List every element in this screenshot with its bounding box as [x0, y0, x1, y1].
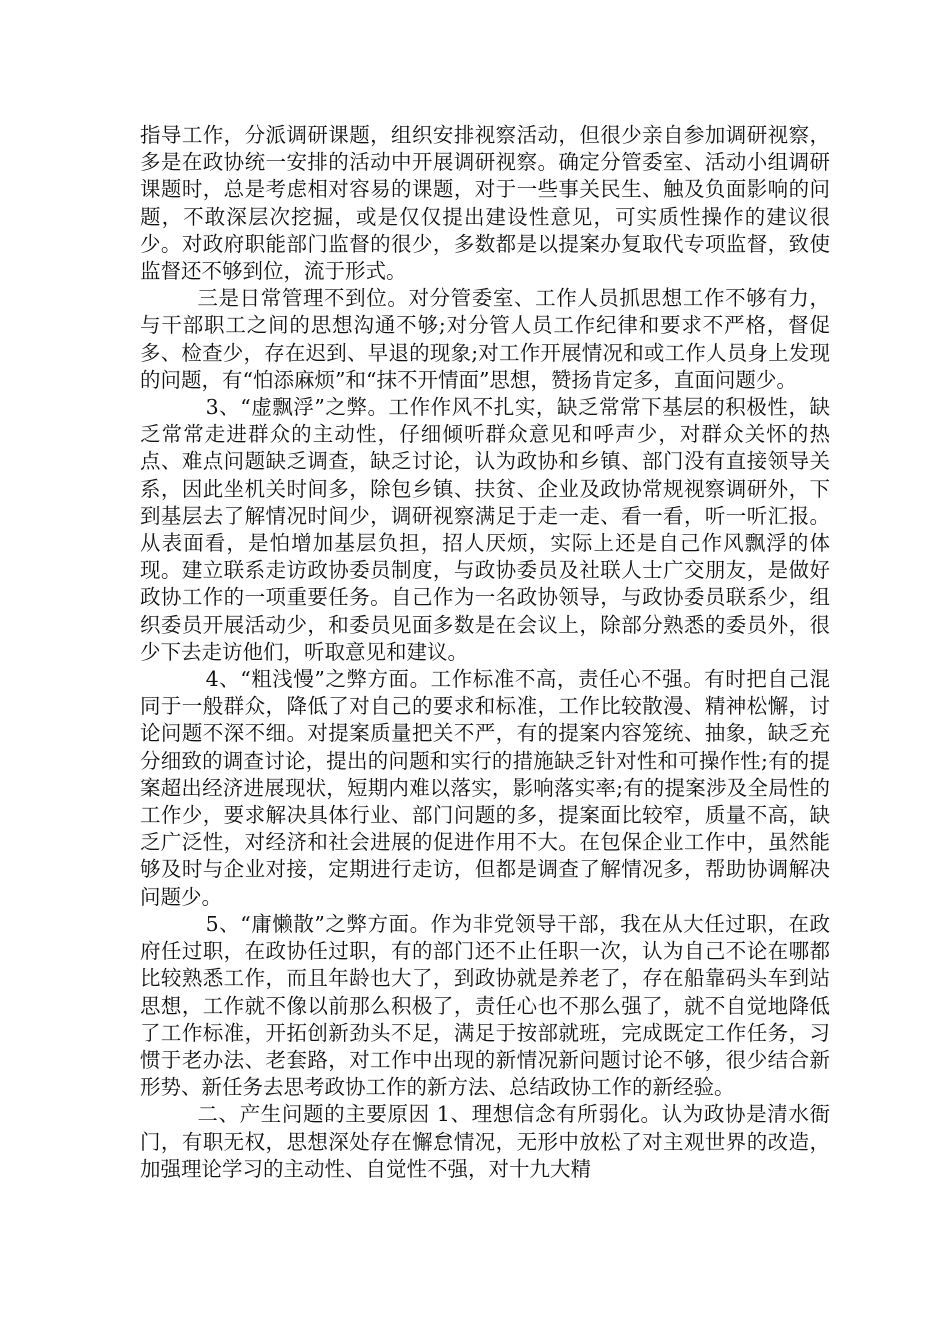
paragraph-1: 指导工作，分派调研课题，组织安排视察活动，但很少亲自参加调研视察，多是在政协统一安排的活动中开展调研视察。确定分管委室、活动小组调研课题时，总是考虑相对容易的课题，对于一些事关民生、触及负面影响的问题，不敢深层次挖掘，或是仅仅提出建设性意见，可实质性操作的建议很少。对政府职能部门监督的很少，多数都是以提案办复取代专项监督，致使监督还不够到位，流于形式。: [140, 123, 830, 284]
paragraph-6: 二、产生问题的主要原因 1、理想信念有所弱化。认为政协是清水衙门，有职无权，思想深处存在懈怠情况，无形中放松了对主观世界的改造，加强理论学习的主动性、自觉性不强，对十九大精: [140, 1102, 830, 1181]
paragraph-5: 5、“庸懒散”之弊方面。作为非党领导干部，我在从大任过职，在政府任过职，在政协任过职，有的部门还不止任职一次，认为自己不论在哪都比较熟悉工作，而且年龄也大了，到政协就是养老了，存在船靠码头车到站思想，工作就不像以前那么积极了，责任心也不那么强了，就不自觉地降低了工作标准，开拓创新劲头不足，满足于按部就班，完成既定工作任务，习惯于老办法、老套路，对工作中出现的新情况新问题讨论不够，很少结合新形势、新任务去思考政协工作的新方法、总结政协工作的新经验。: [140, 911, 830, 1100]
paragraph-4: 4、“粗浅慢”之弊方面。工作标准不高，责任心不强。有时把自己混同于一般群众，降低了对自己的要求和标准，工作比较散漫、精神松懈，讨论问题不深不细。对提案质量把关不严，有的提案内容笼统、抽象，缺乏充分细致的调查讨论，提出的问题和实行的措施缺乏针对性和可操作性;有的提案超出经济进展现状，短期内难以落实，影响落实率;有的提案涉及全局性的工作少，要求解决具体行业、部门问题的多，提案面比较窄，质量不高，缺乏广泛性，对经济和社会进展的促进作用不大。在包保企业工作中，虽然能够及时与企业对接，定期进行走访，但都是调查了解情况多，帮助协调解决问题少。: [140, 667, 830, 909]
paragraph-3: 3、“虚飘浮”之弊。工作作风不扎实，缺乏常常下基层的积极性，缺乏常常走进群众的主动性，仔细倾听群众意见和呼声少，对群众关怀的热点、难点问题缺乏调查，缺乏讨论，认为政协和乡镇、部门没有直接领导关系，因此坐机关时间多，除包乡镇、扶贫、企业及政协常规视察调研外，下到基层去了解情况时间少，调研视察满足于走一走、看一看，听一听汇报。从表面看，是怕增加基层负担，招人厌烦，实际上还是自己作风飘浮的体现。建立联系走访政协委员制度，与政协委员及社联人士广交朋友，是做好政协工作的一项重要任务。自己作为一名政协领导，与政协委员联系少，组织委员开展活动少，和委员见面多数是在会议上，除部分熟悉的委员外，很少下去走访他们，听取意见和建议。: [140, 395, 830, 664]
document-body: [140, 122, 830, 1183]
paragraph-2: 三是日常管理不到位。对分管委室、工作人员抓思想工作不够有力，与干部职工之间的思想沟通不够;对分管人员工作纪律和要求不严格，督促多、检查少，存在迟到、早退的现象;对工作开展情况和或工作人员身上发现的问题，有“怕添麻烦”和“抹不开情面”思想，赞扬肯定多，直面问题少。: [140, 286, 830, 392]
